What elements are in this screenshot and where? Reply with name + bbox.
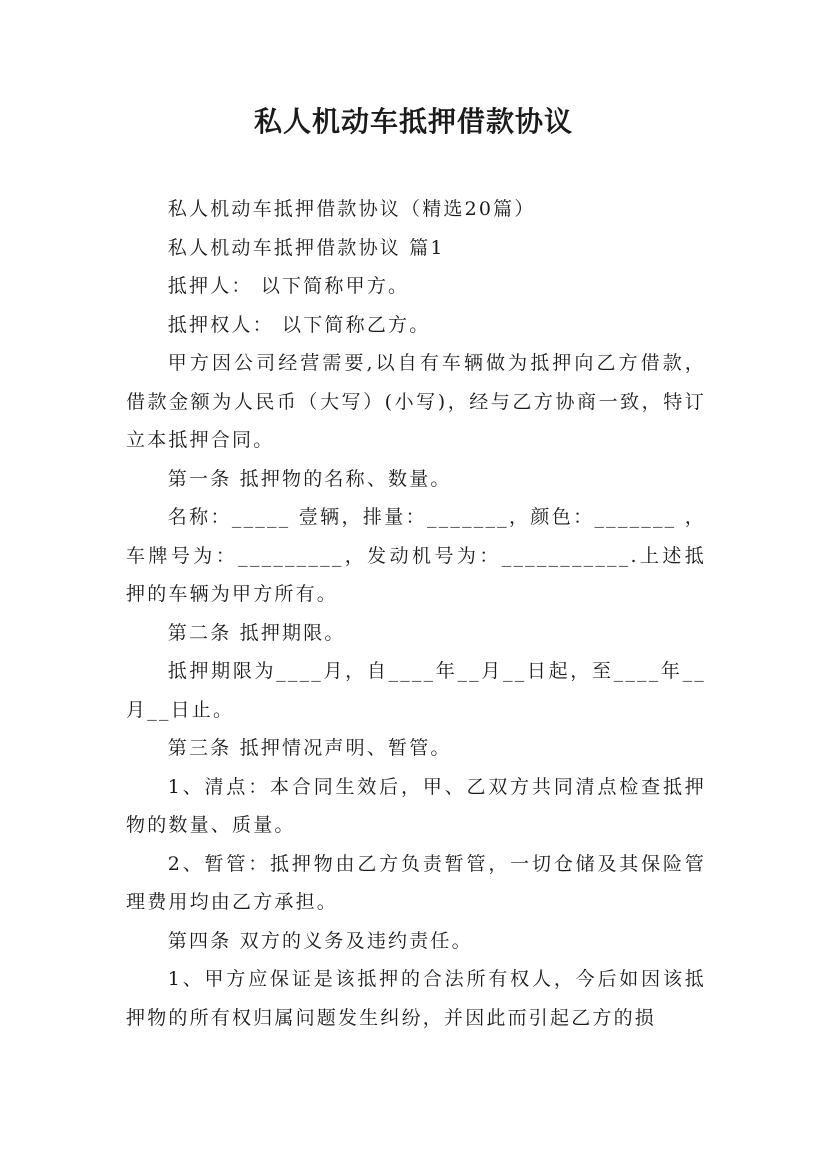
paragraph-section-heading: 私人机动车抵押借款协议 篇1 bbox=[167, 236, 445, 259]
paragraph-preamble: 甲方因公司经营需要,以自有车辆做为抵押向乙方借款，借款金额为人民币（大写）(小写)，经与乙方协商一致，特订立本抵押合同。 bbox=[126, 352, 706, 451]
paragraph-article-2-heading: 第二条 抵押期限。 bbox=[167, 621, 346, 644]
paragraph-article-2-content: 抵押期限为____月，自____年__月__日起，至____年__月__日止。 bbox=[126, 660, 706, 721]
paragraph-article-3-item-2: 2、暂管：抵押物由乙方负责暂管，一切仓储及其保险管理费用均由乙方承担。 bbox=[126, 852, 706, 913]
paragraph-subtitle: 私人机动车抵押借款协议（精选20篇） bbox=[167, 198, 536, 220]
paragraph-article-4-item-1: 1、甲方应保证是该抵押的合法所有权人，今后如因该抵押物的所有权归属问题发生纠纷，并因此而引起乙方的损 bbox=[126, 968, 706, 1029]
paragraph-article-1-content: 名称：_____ 壹辆，排量：_______，颜色：_______ ，车牌号为：_________，发动机号为：___________.上述抵押的车辆为甲方所有。 bbox=[126, 506, 706, 605]
paragraph-mortgagor: 抵押人： 以下简称甲方。 bbox=[167, 275, 410, 297]
document-title: 私人机动车抵押借款协议 bbox=[253, 105, 573, 138]
paragraph-article-4-heading: 第四条 双方的义务及违约责任。 bbox=[167, 929, 473, 952]
paragraph-mortgagee: 抵押权人： 以下简称乙方。 bbox=[167, 313, 431, 336]
paragraph-article-3-item-1: 1、清点：本合同生效后，甲、乙双方共同清点检查抵押物的数量、质量。 bbox=[126, 775, 706, 836]
document-body bbox=[126, 190, 706, 1037]
paragraph-article-3-heading: 第三条 抵押情况声明、暂管。 bbox=[167, 737, 452, 759]
paragraph-article-1-heading: 第一条 抵押物的名称、数量。 bbox=[167, 467, 452, 490]
